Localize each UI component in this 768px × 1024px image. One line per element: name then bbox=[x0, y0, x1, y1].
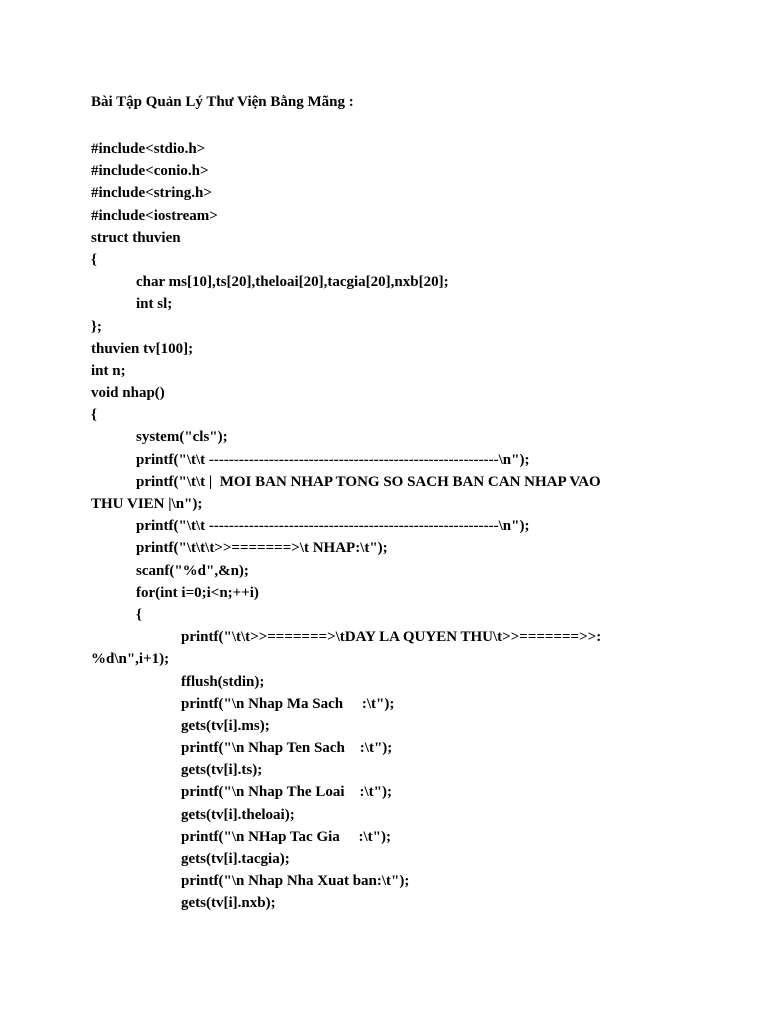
code-line: printf("\n Nhap Nha Xuat ban:\t"); bbox=[181, 873, 410, 890]
code-line: printf("\n Nhap The Loai :\t"); bbox=[181, 784, 392, 801]
code-line: thuvien tv[100]; bbox=[91, 340, 194, 357]
code-line: #include<conio.h> bbox=[91, 163, 209, 180]
code-line: fflush(stdin); bbox=[181, 673, 265, 690]
code-line: printf("\n Nhap Ten Sach :\t"); bbox=[181, 740, 393, 757]
code-line: %d\n",i+1); bbox=[91, 651, 170, 668]
code-line: printf("\n Nhap Ma Sach :\t"); bbox=[181, 695, 395, 712]
code-line: }; bbox=[91, 318, 102, 335]
code-line: for(int i=0;i<n;++i) bbox=[136, 584, 259, 601]
code-line: gets(tv[i].ms); bbox=[181, 717, 270, 734]
code-line: printf("\t\t ----------------------------------------------------------\n"); bbox=[136, 518, 530, 535]
code-line: { bbox=[136, 606, 142, 623]
document-title: Bài Tập Quản Lý Thư Viện Bằng Mãng : bbox=[91, 94, 354, 110]
code-line: printf("\t\t>>=======>\tDAY LA QUYEN THU\t>>=======>>: bbox=[181, 629, 602, 646]
code-line: #include<iostream> bbox=[91, 207, 218, 224]
code-line: int n; bbox=[91, 362, 126, 379]
code-line: void nhap() bbox=[91, 385, 165, 402]
code-line: printf("\t\t\t>>=======>\t NHAP:\t"); bbox=[136, 540, 388, 557]
code-line: system("cls"); bbox=[136, 429, 228, 446]
code-line: int sl; bbox=[136, 296, 173, 313]
code-line: gets(tv[i].theloai); bbox=[181, 806, 295, 823]
code-line: char ms[10],ts[20],theloai[20],tacgia[20],nxb[20]; bbox=[136, 274, 449, 291]
code-line: #include<stdio.h> bbox=[91, 141, 206, 157]
code-line: scanf("%d",&n); bbox=[136, 562, 249, 579]
code-listing bbox=[91, 138, 691, 915]
code-line: printf("\t\t | MOI BAN NHAP TONG SO SACH BAN CAN NHAP VAO bbox=[136, 473, 601, 490]
code-line: THU VIEN |\n"); bbox=[91, 496, 203, 512]
code-line: gets(tv[i].ts); bbox=[181, 762, 263, 779]
code-line: { bbox=[91, 251, 97, 268]
code-line: printf("\n NHap Tac Gia :\t"); bbox=[181, 828, 391, 845]
code-line: gets(tv[i].nxb); bbox=[181, 895, 276, 912]
code-line: gets(tv[i].tacgia); bbox=[181, 851, 290, 867]
code-line: #include<string.h> bbox=[91, 185, 212, 202]
code-line: struct thuvien bbox=[91, 229, 181, 246]
code-line: { bbox=[91, 407, 97, 424]
code-line: printf("\t\t ----------------------------------------------------------\n"); bbox=[136, 451, 530, 468]
